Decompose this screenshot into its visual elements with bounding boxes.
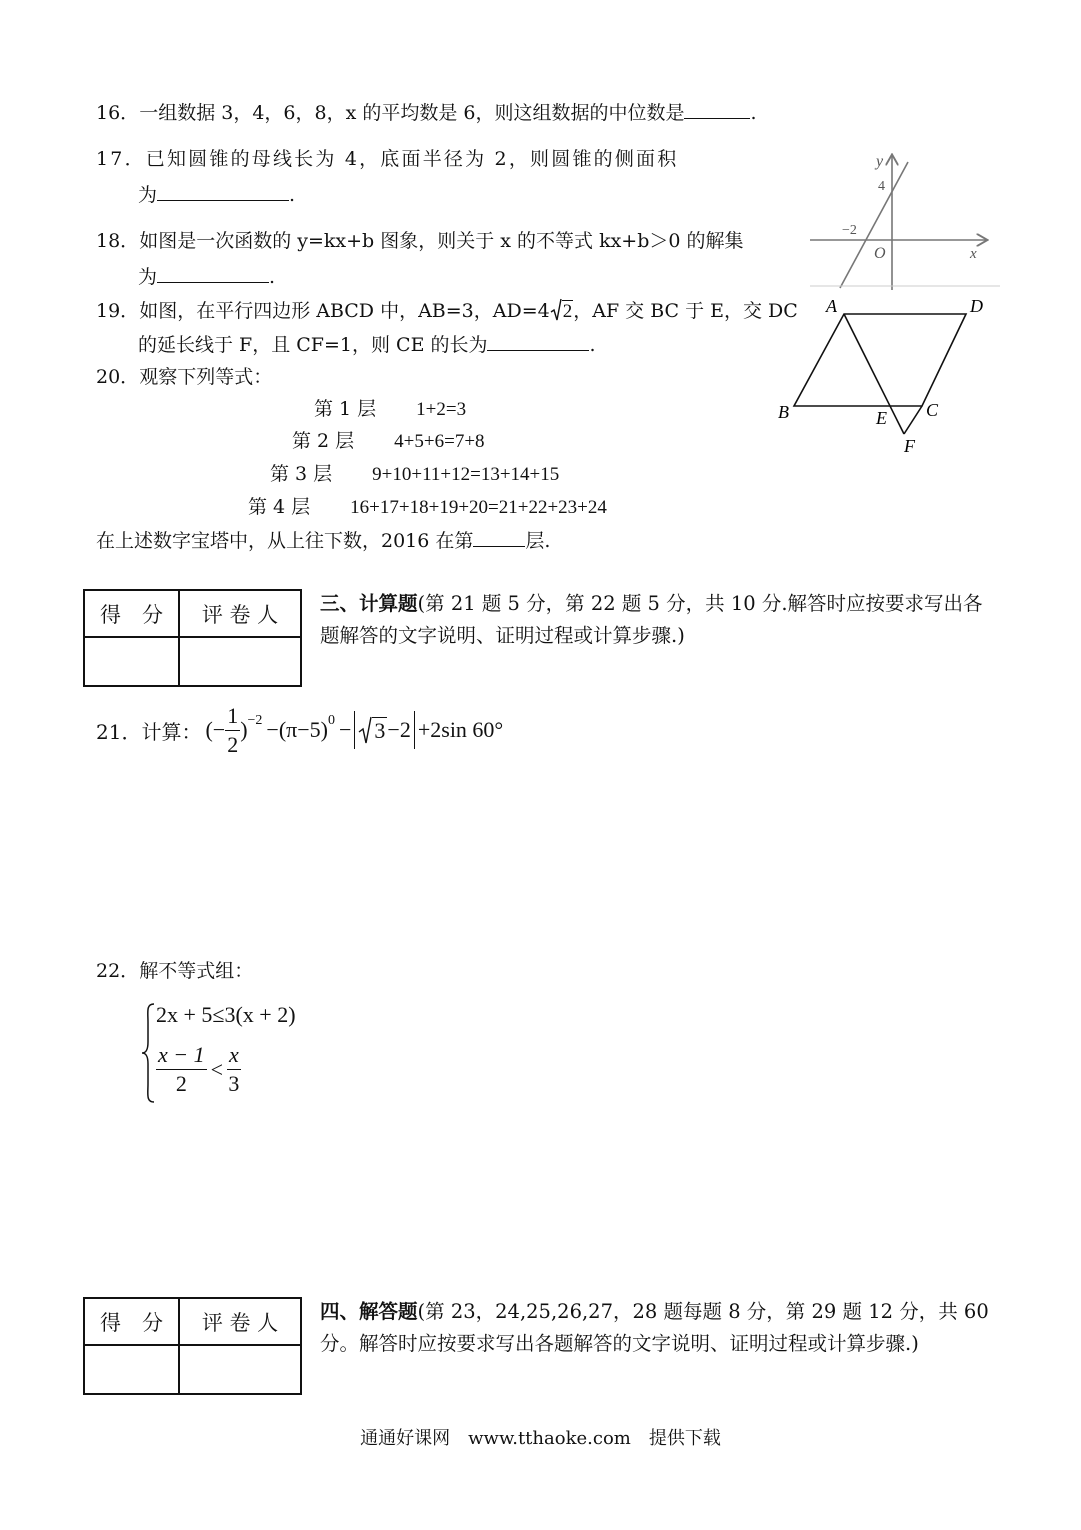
question-text: 一组数据 3，4，6，8，x 的平均数是 6，则这组数据的中位数是: [139, 102, 685, 124]
answer-blank[interactable]: [157, 262, 269, 283]
question-21: 21． 计算： (− $\frac{1}{2}$ ) $^{-2}$ −(π−5) $^0$ − 3 −2 +2sin 60°: [96, 702, 504, 757]
label-d: D: [970, 296, 983, 316]
page-footer: 通通好课网 www.tthaoke.com 提供下载: [360, 1428, 721, 1449]
pyramid-row-1: 第 1 层 1+2=3: [314, 398, 467, 420]
question-22: 22．解不等式组：: [96, 960, 254, 982]
label-b: B: [778, 402, 789, 422]
score-table-section4: [83, 1297, 302, 1395]
fraction-right: $\frac{x}{3}$: [228, 1042, 240, 1096]
section-4-header: [320, 1296, 990, 1360]
section-3-header: [320, 588, 990, 652]
grader-cell[interactable]: [179, 637, 301, 686]
fraction-one-half: $\frac{1}{2}$: [227, 702, 239, 757]
absolute-value: 3 −2: [354, 711, 414, 749]
segment-cf: [904, 406, 922, 434]
grader-header: 评 卷 人: [179, 590, 301, 637]
score-table-section3: [83, 589, 302, 687]
question-17-line2: 为 .: [138, 180, 295, 208]
label-e: E: [876, 408, 887, 428]
section-title: 三、计算题: [320, 592, 418, 615]
question-number: 16．: [96, 102, 140, 124]
section-title: 四、解答题: [320, 1300, 418, 1323]
question-16: 16．一组数据 3，4，6，8，x 的平均数是 6，则这组数据的中位数是 .: [96, 98, 757, 126]
question-number: 21．: [96, 719, 142, 744]
section-description: (第 21 题 5 分，第 22 题 5 分，共 10 分.解答时应按要求写出各题解答的文字说明、证明过程或计算步骤.): [320, 592, 983, 647]
left-brace-icon: [140, 1002, 156, 1104]
score-header: 得 分: [84, 590, 179, 637]
label-a: A: [826, 296, 837, 316]
answer-blank[interactable]: [473, 526, 525, 547]
question-19: 19．如图，在平行四边形 ABCD 中，AB=3，AD=4 2，AF 交 BC 于 E，交 DC: [96, 298, 798, 325]
linear-function-graph: [800, 150, 1000, 295]
question-19-line2: 的延长线于 F，且 CF=1，则 CE 的长为 .: [138, 330, 596, 358]
answer-blank[interactable]: [487, 330, 589, 351]
question-text: 已知圆锥的母线长为 4，底面半径为 2，则圆锥的侧面积: [145, 148, 679, 170]
pyramid-row-4: 第 4 层 16+17+18+19+20=21+22+23+24: [248, 496, 607, 518]
question-18-line2: 为 .: [138, 262, 275, 290]
label-c: C: [926, 400, 939, 420]
pyramid-row-2: 第 2 层 4+5+6=7+8: [292, 430, 485, 452]
answer-blank[interactable]: [157, 180, 289, 201]
sqrt-symbol: 2: [550, 298, 574, 325]
question-18: [96, 228, 744, 254]
segment-af: [844, 314, 904, 434]
score-cell[interactable]: [84, 1345, 179, 1394]
question-number: 17．: [96, 148, 146, 170]
score-header: 得 分: [84, 1298, 179, 1345]
y-axis-label: y: [876, 153, 884, 170]
expression: (− $\frac{1}{2}$ ) $^{-2}$ −(π−5) $^0$ − 3 −2 +2sin 60°: [205, 702, 504, 757]
pyramid-row-3: 第 3 层 9+10+11+12=13+14+15: [270, 463, 560, 485]
question-20-question: 在上述数字宝塔中，从上往下数，2016 在第 层.: [96, 526, 550, 554]
fraction-left: $\frac{x - 1}{2}$: [158, 1042, 205, 1096]
x-intercept-label: −2: [842, 223, 857, 238]
parallelogram-abcd: [794, 314, 966, 406]
grader-header: 评 卷 人: [179, 1298, 301, 1345]
question-20: 20．观察下列等式：: [96, 366, 273, 388]
question-number: 22．: [96, 960, 140, 982]
label-f: F: [904, 436, 915, 456]
question-text: 如图是一次函数的 y=kx+b 图象，则关于 x 的不等式 kx+b＞0 的解集: [139, 230, 744, 252]
question-number: 20．: [96, 366, 140, 388]
section-description: (第 23，24,25,26,27，28 题每题 8 分，第 29 题 12 分，共 60 分。解答时应按要求写出各题解答的文字说明、证明过程或计算步骤.): [320, 1300, 989, 1355]
question-17: [96, 146, 678, 172]
x-axis-label: x: [970, 246, 977, 262]
score-cell[interactable]: [84, 637, 179, 686]
inequality-2: $\frac{x - 1}{2}$ < $\frac{x}{3}$: [158, 1042, 240, 1096]
radical-sign-icon: [550, 298, 562, 322]
answer-blank[interactable]: [684, 98, 750, 119]
inequality-1: 2x + 5≤3(x + 2): [156, 1002, 296, 1027]
parallelogram-figure: [770, 292, 1000, 462]
question-number: 19．: [96, 300, 140, 322]
y-intercept-label: 4: [878, 179, 885, 194]
question-number: 18．: [96, 230, 140, 252]
grader-cell[interactable]: [179, 1345, 301, 1394]
radical-sign-icon: [358, 715, 372, 745]
origin-label: O: [874, 245, 886, 262]
